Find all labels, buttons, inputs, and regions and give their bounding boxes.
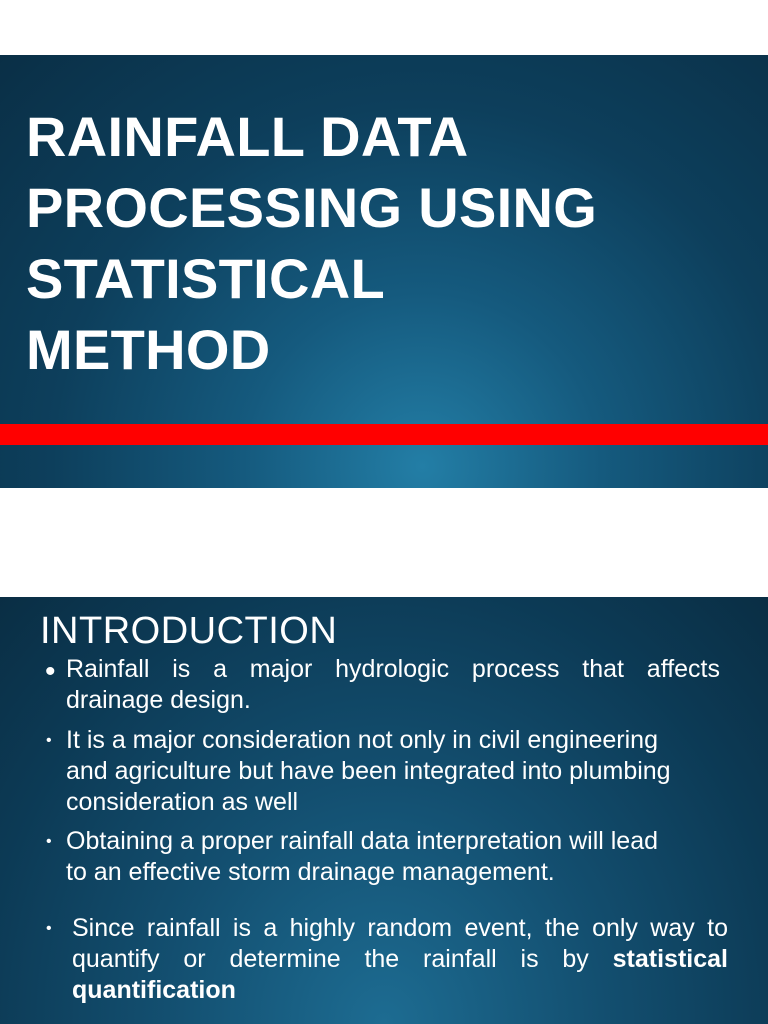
title-line: PROCESSING USING [26,176,598,239]
section-heading: INTRODUCTION [40,610,338,652]
emphasis-text: statistical [612,945,728,973]
bullet-text-line: It is a major consideration not only in civil engineering [66,726,658,754]
bullet-text-line: drainage design. [66,686,251,714]
red-accent-bar [0,424,768,445]
bullet-text: quantify or determine the rainfall is by [72,945,589,973]
bullet-item [45,654,720,716]
bullet-item [46,725,726,818]
title-line: METHOD [26,318,271,381]
bullet-marker: • [46,833,52,850]
bullet-text-line: to an effective storm drainage management. [66,858,555,886]
bullet-item [46,826,726,888]
bullet-text-line: and agriculture but have been integrated into plumbing [66,757,671,785]
title-line: RAINFALL DATA [26,105,469,168]
bullet-marker: • [46,732,52,749]
slide-title [26,101,746,385]
title-slide [0,55,768,488]
bullet-text-line: Rainfall is a major hydrologic process that affects [66,655,720,683]
bullet-text-line-with-emphasis [72,944,728,975]
bullet-text-line: consideration as well [66,788,299,816]
title-line: STATISTICAL [26,247,385,310]
emphasis-text: quantification [72,976,236,1004]
bullet-item [46,913,728,1006]
bullet-marker: • [46,920,52,937]
bullet-text-line: Since rainfall is a highly random event, the only way to [72,914,728,942]
introduction-slide [0,597,768,1024]
bullet-text-line [72,975,728,1006]
bullet-marker: • [45,655,56,688]
bullet-text-line: Obtaining a proper rainfall data interpretation will lead [66,827,659,855]
